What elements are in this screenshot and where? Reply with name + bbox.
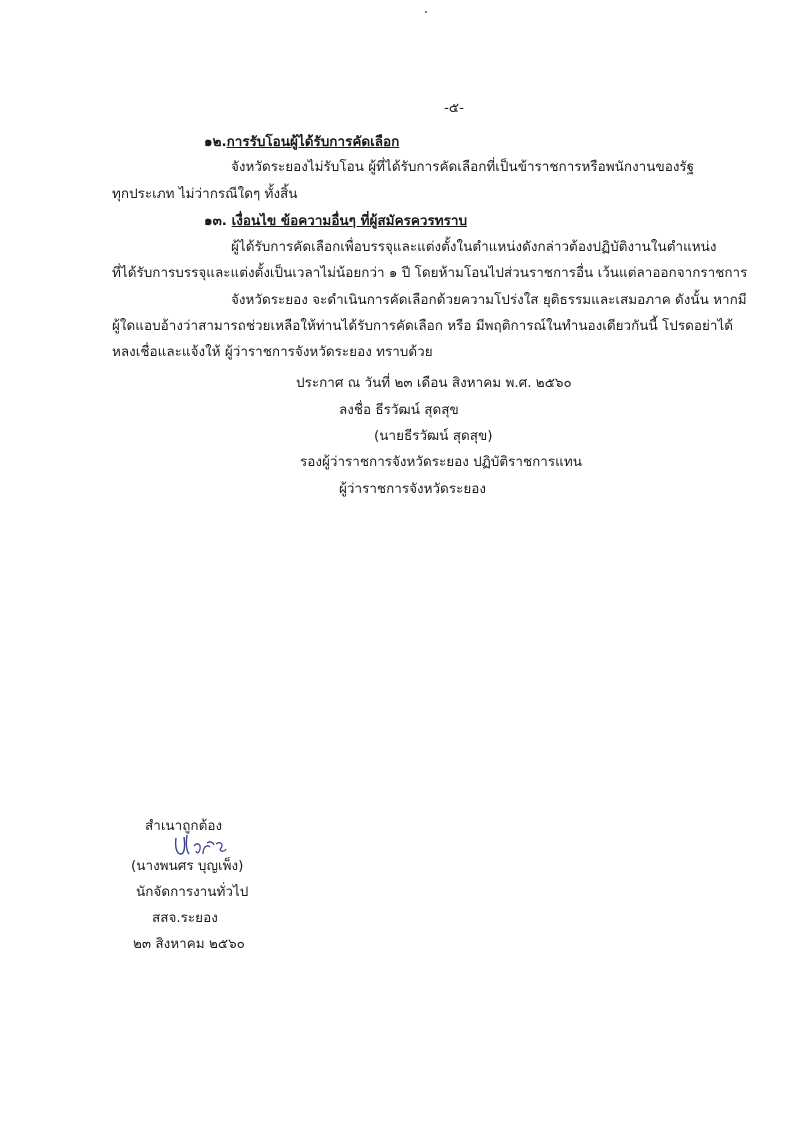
announcement-date: ประกาศ ณ วันที่ ๒๓ เดือน สิงหาคม พ.ศ. ๒๕๖๐ <box>296 375 572 391</box>
announcement-name: (นายธีรวัฒน์ สุดสุข) <box>374 428 493 444</box>
scan-speck <box>425 11 427 13</box>
section13-number: ๑๓. <box>204 213 227 229</box>
section12-heading <box>204 132 399 152</box>
section13-heading <box>204 211 467 231</box>
section12-number: ๑๒. <box>204 134 227 150</box>
section13-p2-line3: หลงเชื่อและแจ้งให้ ผู้ว่าราชการจังหวัดระยอง ทราบด้วย <box>112 344 433 360</box>
certification-date: ๒๓ สิงหาคม ๒๕๖๐ <box>133 936 245 952</box>
certifier-office: สสจ.ระยอง <box>152 910 218 926</box>
certifier-name: (นางพนศร บุญเพ็ง) <box>131 858 244 874</box>
certifier-title: นักจัดการงานทั่วไป <box>136 884 249 900</box>
section13-p1-line2: ที่ได้รับการบรรจุและแต่งตั้งเป็นเวลาไม่น้อยกว่า ๑ ปี โดยห้ามโอนไปส่วนราชการอื่น เว้นแต่ลาออกจากราชการ <box>112 265 748 281</box>
section12-title: การรับโอนผู้ได้รับการคัดเลือก <box>226 134 400 150</box>
section13-p2-line2: ผู้ใดแอบอ้างว่าสามารถช่วยเหลือให้ท่านได้รับการคัดเลือก หรือ มีพฤติการณ์ในทำนองเดียวกันนี้ โปรดอย่าได้ <box>112 318 734 334</box>
true-copy-label: สำเนาถูกต้อง <box>145 818 223 834</box>
section13-p1-line1: ผู้ได้รับการคัดเลือกเพื่อบรรจุและแต่งตั้งในตำแหน่งดังกล่าวต้องปฏิบัติงานในตำแหน่ง <box>231 239 717 255</box>
section13-title: เงื่อนไข ข้อความอื่นๆ ที่ผู้สมัครควรทราบ <box>231 213 468 229</box>
section12-line1: จังหวัดระยองไม่รับโอน ผู้ที่ได้รับการคัดเลือกที่เป็นข้าราชการหรือพนักงานของรัฐ <box>231 159 695 175</box>
page-number: -๕- <box>444 100 464 116</box>
section12-line2: ทุกประเภท ไม่ว่ากรณีใดๆ ทั้งสิ้น <box>112 186 298 202</box>
announcement-position2: ผู้ว่าราชการจังหวัดระยอง <box>339 481 486 497</box>
announcement-position1: รองผู้ว่าราชการจังหวัดระยอง ปฏิบัติราชการแทน <box>300 454 582 470</box>
announcement-signed: ลงชื่อ ธีรวัฒน์ สุดสุข <box>339 402 459 418</box>
section13-p2-line1: จังหวัดระยอง จะดำเนินการคัดเลือกด้วยความโปร่งใส ยุติธรรมและเสมอภาค ดังนั้น หากมี <box>231 292 747 308</box>
